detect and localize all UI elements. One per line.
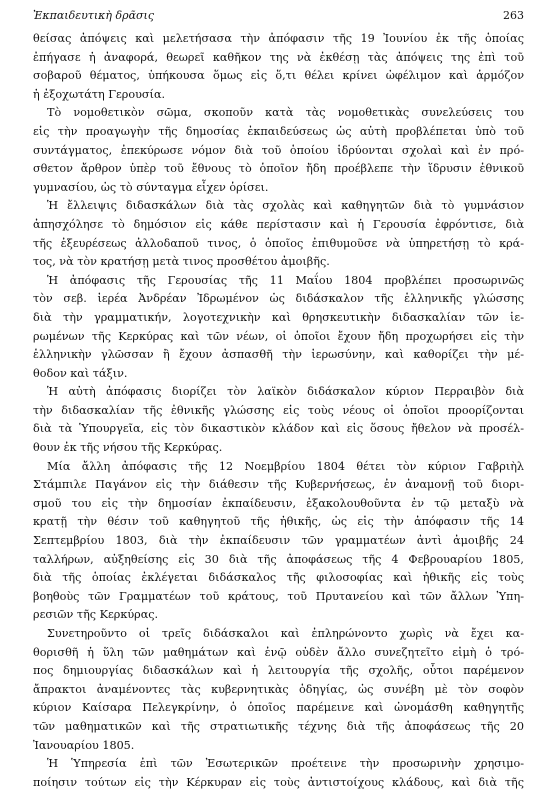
running-title: Ἐκπαιδευτικὴ δρᾶσις — [33, 9, 154, 22]
text-line: διὰ τὰ Ὑπουργεῖα, εἰς τὸν δικαστικὸν κλάδον καὶ εἰς ὅσους ἤθελον νὰ προσέλ- — [33, 422, 524, 436]
text-line: ἄπρακτοι ἀναμένοντες τὰς κυβερνητικὰς ὁδηγίας, ὡς συνέβη μὲ τὸν σοφὸν — [33, 682, 524, 696]
paragraph — [33, 383, 524, 457]
text-line: ρεσιῶν τῆς Κερκύρας. — [33, 608, 159, 622]
text-line: σοβαροῦ θέματος, ὑπήκουσα ὅμως εἰς ὅ,τι θέλει κρίνει ὠφέλιμον καὶ ἁρμόζον — [33, 69, 524, 83]
text-line: διὰ τὴν γραμματικήν, λογοτεχνικὴν καὶ θρησκευτικὴν διδασκαλίαν τῶν ἱε- — [33, 310, 524, 324]
text-line: Ἡ αὐτὴ ἀπόφασις διορίζει τὸν λαϊκὸν διδάσκαλον κύριον Περραιβὸν διὰ — [47, 385, 524, 399]
text-line: βοηθοὺς τῶν Γραμματέων τοῦ κράτους, τοῦ Πρυτανείου καὶ τῶν ἄλλων Ὑπη- — [33, 589, 524, 603]
running-head — [33, 8, 524, 24]
paragraph — [33, 755, 524, 792]
text-line: διὰ τῆς ὁποίας ἐκλέγεται διδάσκαλος τῆς φιλοσοφίας καὶ ἠθικῆς εἰς τοὺς — [33, 571, 524, 585]
text-line: τῶν μαθηματικῶν καὶ τῆς στρατιωτικῆς τέχνης διὰ τῆς ἀποφάσεως τῆς 20 — [33, 719, 524, 733]
text-line: Μία ἄλλη ἀπόφασις τῆς 12 Νοεμβρίου 1804 θέτει τὸν κύριον Γαβριὴλ — [47, 459, 524, 473]
paragraph — [33, 30, 524, 104]
text-line: θουν ἐκ τῆς νήσου τῆς Κερκύρας. — [33, 441, 223, 455]
text-line: θείσας ἀπόψεις καὶ μελετήσασα τὴν ἀπόφασιν τῆς 19 Ἰουνίου ἐκ τῆς ὁποίας — [33, 32, 524, 45]
text-line: τῆς ἐξευρέσεως ἀλλοδαποῦ τινος, ὁ ὁποῖος ἐπιθυμοῦσε νὰ ὑπηρετήσῃ τὸ κρά- — [33, 236, 524, 250]
text-line: τὴν διδασκαλίαν τῆς ἐθνικῆς γλώσσης εἰς τοὺς νέους οἱ ὁποῖοι προορίζονται — [33, 403, 524, 417]
text-line: ἐπήγασε ἡ ἀναφορά, θεωρεῖ καθῆκον της νὰ ἐκθέσῃ τὰς ἀπόψεις της ἐπὶ τοῦ — [33, 50, 524, 64]
text-line: Ἡ ἀπόφασις τῆς Γερουσίας τῆς 11 Μαΐου 1804 προβλέπει προσωρινῶς — [47, 273, 524, 287]
text-line: ποίησιν τούτων εἰς τὴν Κέρκυραν εἰς τοὺς ἀντιστοίχους κλάδους, καὶ διὰ τῆς — [33, 775, 524, 789]
text-line: ἀπησχόλησε τὸ δημόσιον εἰς κάθε περίστασιν καὶ ἡ Γερουσία ἐφρόντισε, διὰ — [33, 217, 524, 231]
text-line: κρατῇ τὴν θέσιν τοῦ καθηγητοῦ τῆς ἠθικῆς, ὡς εἰς τὴν ἀπόφασιν τῆς 14 — [33, 515, 524, 529]
text-line: συντάγματος, ἐπεκύρωσε νόμον διὰ τοῦ ὁποίου ἱδρύονται σχολαὶ καὶ ἐν πρό- — [33, 143, 524, 157]
paragraph — [33, 197, 524, 271]
text-line: τὸν σεβ. ἱερέα Ἀνδρέαν Ἰδρωμένον ὡς διδάσκαλον τῆς ἑλληνικῆς γλώσσης — [33, 292, 524, 306]
body-text — [33, 30, 524, 792]
text-line: κύριον Καίσαρα Πελεγκρίνην, ὁ ὁποῖος παρέμεινε καὶ ὠνομάσθη καθηγητῆς — [33, 701, 524, 715]
page-number: 263 — [503, 9, 524, 22]
text-line: τος, νὰ τὸν κρατήσῃ μετὰ τινος προσθέτου ἀμοιβῆς. — [33, 255, 330, 269]
text-line: Ἡ ἔλλειψις διδασκάλων διὰ τὰς σχολὰς καὶ καθηγητῶν διὰ τὸ γυμνάσιον — [47, 199, 524, 213]
text-line: Τὸ νομοθετικὸν σῶμα, σκοποῦν κατὰ τὰς νομοθετικὰς συνελεύσεις του — [47, 106, 524, 120]
paragraph — [33, 458, 524, 625]
text-line: σθετον ἄρθρον ὑπὲρ τοῦ ἔθνους τὸ ὁποῖον ἤδη προέβλεπε τὴν ἵδρυσιν ἐθνικοῦ — [33, 162, 524, 176]
text-line: ταλλήρων, αὐξηθείσης εἰς 30 διὰ τῆς ἀποφάσεως τῆς 4 Φεβρουαρίου 1805, — [33, 552, 524, 566]
text-line: ρωμένων τῆς Κερκύρας καὶ τῶν νέων, οἱ ὁποῖοι ἔχουν ἤδη προχωρήσει εἰς τὴν — [33, 329, 524, 343]
text-line: ἡ ἐξοχωτάτη Γερουσία. — [33, 87, 166, 101]
paragraph — [33, 272, 524, 384]
paragraph — [33, 625, 524, 755]
text-line: Στάμπιλε Παγάνον εἰς τὴν διάθεσιν τῆς Κυβερνήσεως, ἐν ἀναμονῇ τοῦ διορι- — [33, 478, 524, 492]
text-line: Ἡ Ὑπηρεσία ἐπὶ τῶν Ἐσωτερικῶν προέτεινε τὴν προσωρινὴν χρησιμο- — [47, 757, 524, 771]
text-line: γυμνασίου, ὡς τὸ σύνταγμα εἶχεν ὁρίσει. — [33, 180, 269, 194]
text-line: Ἰανουαρίου 1805. — [33, 738, 135, 752]
text-line: Συνετηροῦντο οἱ τρεῖς διδάσκαλοι καὶ ἐπληρώνοντο χωρὶς νὰ ἔχει κα- — [47, 627, 524, 640]
text-line: σμοῦ του εἰς τὴν δημοσίαν ἐκπαίδευσιν, ἐξακολουθοῦντα ἐν τῷ μεταξὺ νὰ — [33, 496, 524, 510]
text-line: Σεπτεμβρίου 1803, διὰ τὴν ἐκπαίδευσιν τῶν γραμματέων ἀντὶ ἀμοιβῆς 24 — [33, 534, 524, 548]
paragraph — [33, 104, 524, 197]
text-line: πος δημιουργίας διδασκάλων καὶ ἡ λειτουργία τῆς σχολῆς, οὗτοι παρέμενον — [33, 664, 524, 678]
text-line: εἰς τὴν προαγωγὴν τῆς δημοσίας ἐκπαιδεύσεως ὡς αὐτὴ προβλέπεται ὑπὸ τοῦ — [33, 124, 524, 138]
text-line: ἑλληνικὴν γλῶσσαν ἢ ἔχουν ἀσπασθῆ τὴν ἱερωσύνην, καὶ καθορίζει τὴν μέ- — [33, 348, 524, 362]
text-line: θοδον καὶ τάξιν. — [33, 366, 128, 380]
text-line: θορισθῆ ἡ ὕλη τῶν μαθημάτων καὶ ἐνῷ οὐδὲν ἄλλο συνεζητεῖτο εἰμὴ ὁ τρό- — [33, 645, 524, 659]
